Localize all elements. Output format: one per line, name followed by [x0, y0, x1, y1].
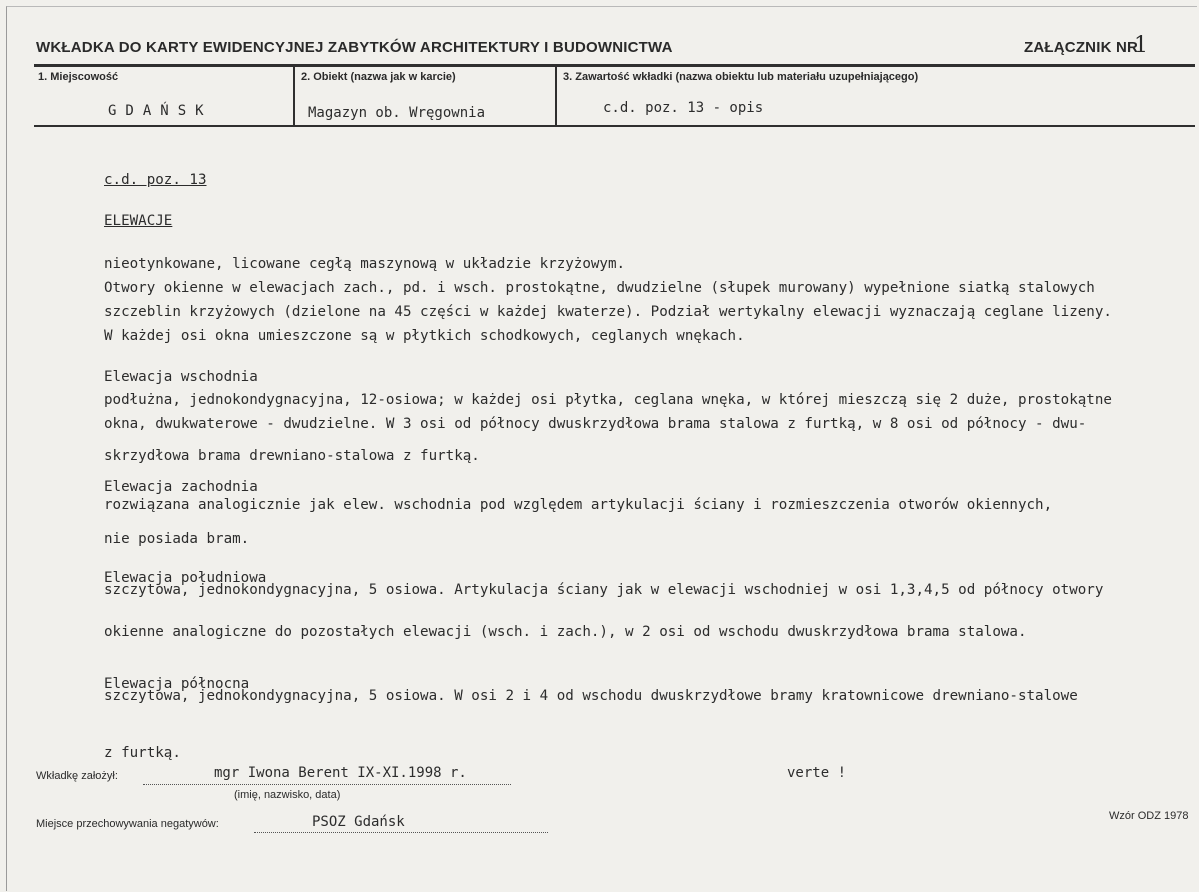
storage-label: Miejsce przechowywania negatywów:	[36, 818, 219, 830]
field-divider-2	[555, 66, 557, 126]
text-line: okna, dwukwaterowe - dwudzielne. W 3 osi od północy dwuskrzydłowa brama stalowa z furtką, w 8 osi od północy - dwu-	[104, 416, 1087, 432]
text-line: podłużna, jednokondygnacyjna, 12-osiowa; w każdej osi płytka, ceglana wnęka, w której mieszczą się 2 duże, prostokątne	[104, 392, 1112, 408]
text-line: okienne analogiczne do pozostałych elewacji (wsch. i zach.), w 2 osi od wschodu dwuskrzydłowa brama stalowa.	[104, 624, 1027, 640]
text-line: W każdej osi okna umieszczone są w płytkich schodkowych, ceglanych wnękach.	[104, 328, 745, 344]
annex-label: ZAŁĄCZNIK NR	[1024, 39, 1139, 56]
created-by-line	[143, 784, 511, 785]
form-code: Wzór ODZ 1978	[1109, 810, 1189, 822]
annex-number: 1	[1134, 33, 1148, 58]
subheading-south: Elewacja południowa	[104, 570, 267, 586]
field-divider-1	[293, 66, 295, 126]
storage-line	[254, 832, 548, 833]
created-by-hint: (imię, nazwisko, data)	[234, 789, 341, 801]
created-by-value: mgr Iwona Berent IX-XI.1998 r.	[214, 765, 467, 781]
section-heading-continuation: c.d. poz. 13	[104, 172, 207, 188]
text-line: szczytowa, jednokondygnacyjna, 5 osiowa. W osi 2 i 4 od wschodu dwuskrzydłowe bramy kratownicowe drewniano-stalowe	[104, 688, 1078, 704]
verte-note: verte !	[787, 765, 847, 781]
subheading-west: Elewacja zachodnia	[104, 479, 258, 495]
field-label-place: 1. Miejscowość	[38, 71, 119, 83]
field-value-contents: c.d. poz. 13 - opis	[603, 100, 764, 116]
text-line: nieotynkowane, licowane cegłą maszynową w układzie krzyżowym.	[104, 256, 626, 272]
created-by-label: Wkładkę założył:	[36, 770, 118, 782]
text-line: szczeblin krzyżowych (dzielone na 45 części w każdej kwaterze). Podział wertykalny elewacji wyznaczają ceglane lizeny.	[104, 304, 1112, 320]
text-line: Otwory okienne w elewacjach zach., pd. i wsch. prostokątne, dwudzielne (słupek murowany) wypełnione siatką stalowych	[104, 280, 1095, 296]
text-line: skrzydłowa brama drewniano-stalowa z furtką.	[104, 448, 480, 464]
text-line: szczytowa, jednokondygnacyjna, 5 osiowa. Artykulacja ściany jak w elewacji wschodniej w osi 1,3,4,5 od północy otwory	[104, 582, 1104, 598]
text-line: nie posiada bram.	[104, 531, 250, 547]
storage-value: PSOZ Gdańsk	[312, 814, 405, 830]
header-rule	[34, 64, 1195, 67]
section-heading-elevations: ELEWACJE	[104, 213, 173, 229]
fields-rule	[34, 125, 1195, 127]
subheading-east: Elewacja wschodnia	[104, 369, 258, 385]
field-value-place: GDAŃSK	[108, 103, 213, 119]
field-value-object: Magazyn ob. Wręgownia	[308, 105, 486, 121]
document-title: WKŁADKA DO KARTY EWIDENCYJNEJ ZABYTKÓW ARCHITEKTURY I BUDOWNICTWA	[36, 39, 673, 56]
field-label-object: 2. Obiekt (nazwa jak w karcie)	[301, 71, 456, 83]
text-line: z furtką.	[104, 745, 181, 761]
text-line: rozwiązana analogicznie jak elew. wschodnia pod względem artykulacji ściany i rozmieszczenia otworów okiennych,	[104, 497, 1053, 513]
field-label-contents: 3. Zawartość wkładki (nazwa obiektu lub materiału uzupełniającego)	[563, 71, 919, 83]
subheading-north: Elewacja północna	[104, 676, 250, 692]
